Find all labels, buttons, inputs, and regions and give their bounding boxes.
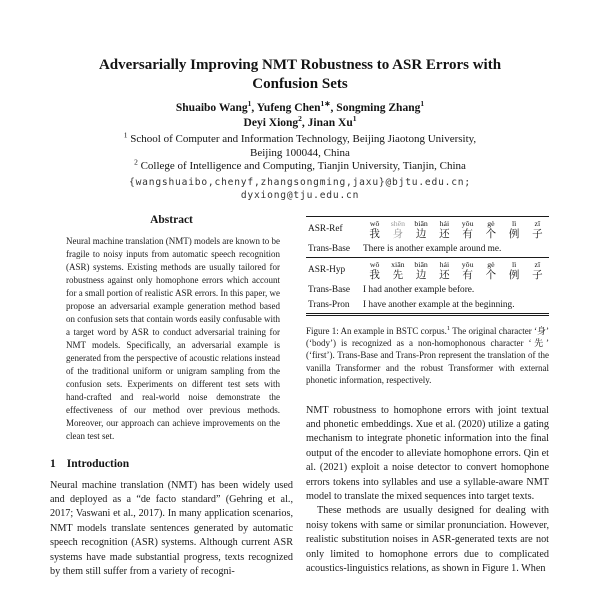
table-bottom-rule — [306, 313, 549, 316]
translation-text: I have another example at the beginning. — [363, 299, 515, 310]
author-affil-mark: 1 — [420, 99, 425, 109]
figure-1-caption: Figure 1: An example in BSTC corpus.$^1$ The original character ‘身’ (‘body’) is recognized as a non-homophonous character ‘先’ (‘first’). Trans-Base and Trans-Pron represent the translation of the vanilla Transformer and the robust Transformer with external phonetic information, respectively. — [306, 324, 549, 386]
abstract-heading: Abstract — [150, 213, 193, 226]
author-emails — [0, 176, 600, 202]
table-row-trans-pron — [306, 298, 549, 313]
affiliation-mark: 1 — [123, 130, 128, 140]
author-name: Yufeng Chen$^{1∗}$, — [256, 99, 337, 114]
author-affil-mark: 1∗ — [320, 99, 331, 109]
right-column-paragraph-1: NMT robustness to homophone errors with joint textual and phonetic embeddings. Xue et al. (2020) utilize a gating mechanism to integrate phonetic information into the final output of the encoder to alleviate homophone errors. Qin et al. (2021) exploit a noise detector to convert homophone errors tokens into syllables and use a syllable-aware NMT model to translate the mixed sequences into target texts. — [306, 404, 549, 502]
paper-title-line2: Confusion Sets — [252, 76, 348, 92]
affiliation-mark: 2 — [134, 157, 138, 167]
right-column — [306, 212, 549, 580]
author-separator: , — [301, 117, 308, 129]
figure-1-table — [306, 216, 549, 316]
email-line-1: {wangshuaibo,chenyf,zhangsongming,jaxu}@bjtu.edu.cn; — [129, 176, 471, 188]
right-column-paragraph-2: These methods are usually designed for dealing with noisy tokens with same or similar pronunciation. However, realistic substitution noises in ASR-generated texts are not only limited to homophone errors due to complicated acoustics-linguistics relations, as shown in Figure 1. When — [306, 505, 549, 574]
author-name: Songming Zhang$^1$ — [336, 99, 425, 114]
author-separator: , — [330, 102, 337, 114]
author-name: Deyi Xiong$^2$, — [243, 114, 308, 129]
translation-text: There is another example around me. — [363, 243, 502, 254]
affiliation-1-line2: Beijing 100044, China — [250, 146, 350, 159]
author-separator: , — [251, 102, 257, 114]
author-affil-mark: 1 — [352, 114, 357, 124]
author-affil-mark: 2 — [298, 114, 302, 124]
figure-1 — [306, 216, 549, 387]
row-label: Trans-Base — [308, 244, 351, 254]
error-source-char: shēn 身 — [390, 218, 406, 240]
paper-body — [0, 212, 600, 580]
introduction-paragraph: Neural machine translation (NMT) has been widely used and deployed as a “de facto standard” (Gehring et al., 2017; Vaswani et al., 2017). In many application scenarios, NMT models translate sentences generated by automatic speech recognition (ASR) systems. Although current ASR systems have made substantial progress, texts recognized by them still suffer from a variety of recogni- — [50, 479, 293, 577]
row-label: ASR-Ref — [308, 224, 343, 234]
table-row-asr-ref — [306, 217, 549, 242]
author-affil-mark: 1 — [247, 99, 252, 109]
translation-text: I had another example before. — [363, 284, 475, 295]
row-label: ASR-Hyp — [308, 265, 346, 275]
table-row-trans-base-1 — [306, 242, 549, 257]
email-line-2: dyxiong@tju.edu.cn — [240, 189, 360, 201]
pinyin-hanzi-row: wǒ 我 xiān 先 biān 边 hái 还 yǒu 有 gè 个 lì 例 zǐ 子 — [369, 259, 543, 281]
paper-title-line1: Adversarially Improving NMT Robustness to ASR Errors with — [98, 57, 502, 73]
section-1-heading — [50, 458, 293, 470]
left-column — [50, 212, 293, 580]
error-hyp-char: xiān 先 — [391, 259, 405, 281]
row-label: Trans-Pron — [308, 300, 350, 310]
paper-title — [0, 56, 600, 94]
affiliation-1: $^1$ School of Computer and Information Technology, Beijing Jiaotong University, Beijing 100044, China — [123, 130, 477, 159]
author-name: Jinan Xu$^1$ — [307, 114, 357, 129]
row-label: Trans-Base — [308, 285, 351, 295]
affiliation-2: $^2$ College of Intelligence and Computing, Tianjin University, Tianjin, China — [134, 157, 466, 172]
paper-header — [0, 0, 600, 202]
table-row-trans-base-2 — [306, 283, 549, 298]
abstract-text: Neural machine translation (NMT) models are known to be fragile to noisy inputs from automatic speech recognition (ASR) systems. Existing methods are usually tailored for robustness against only homophone errors which account for a small portion of realistic ASR errors. In this paper, we propose an adversarial example generation method based on confusion sets that contain words easily confusable with a target word by ASR to conduct adversarial training for NMT models. Specifically, an adversarial example is generated from the perspective of acoustic relations instead of the traditional uniform or unigram sampling from the confusion sets. Experiments on different test sets with hand-crafted and real-world noise demonstrate the effectiveness of our method over previous methods. Moreover, our approach can achieve improvements on the clean test set. — [66, 235, 280, 441]
section-1-number: 1 — [50, 457, 56, 470]
section-1-title: Introduction — [66, 457, 130, 470]
author-line-2 — [0, 116, 600, 131]
pinyin-hanzi-row: wǒ 我 shēn 身 biān 边 hái 还 yǒu 有 gè 个 lì 例 zǐ 子 — [369, 218, 543, 240]
author-name: Shuaibo Wang$^1$, — [175, 99, 257, 114]
table-row-asr-hyp — [306, 258, 549, 283]
footnote-mark: 1 — [446, 324, 451, 332]
